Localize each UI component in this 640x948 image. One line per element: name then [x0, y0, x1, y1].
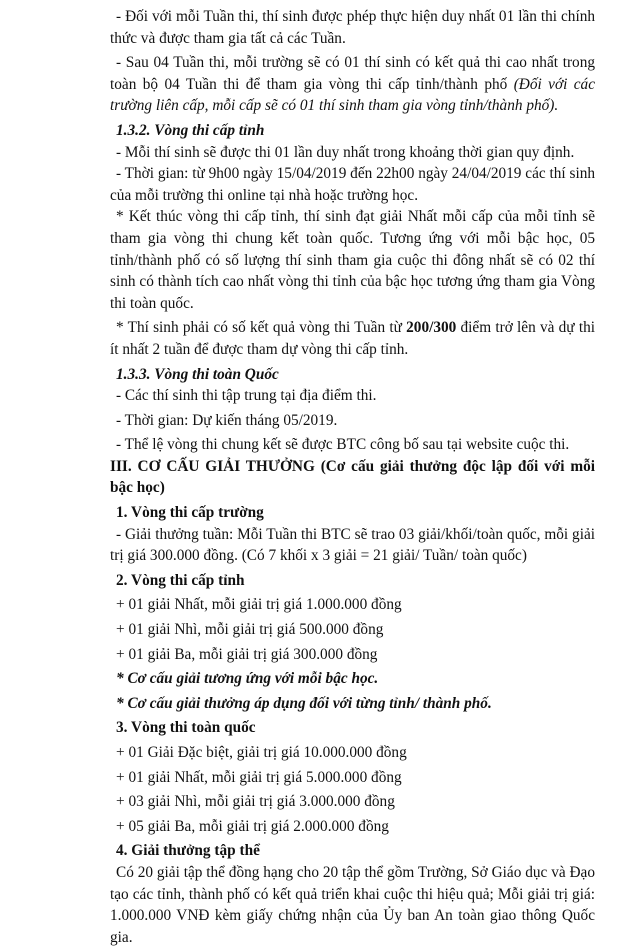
- subheading-national-round: 1.3.3. Vòng thi toàn Quốc: [116, 365, 279, 383]
- prize-item: + 03 giải Nhì, mỗi giải trị giá 3.000.000 đồng: [116, 793, 395, 811]
- prize-item: + 01 giải Nhì, mỗi giải trị giá 500.000 đồng: [116, 621, 384, 639]
- paragraph-weekly-rule: - Đối với mỗi Tuần thi, thí sinh được phép thực hiện duy nhất 01 lần thi chính thức và được tham gia tất cả các Tuần.: [110, 8, 595, 47]
- heading-national-prizes: 3. Vòng thi toàn quốc: [116, 719, 256, 737]
- note-item: * Cơ cấu giải tương ứng với mỗi bậc học.: [116, 670, 379, 688]
- heading-school-round: 1. Vòng thi cấp trường: [116, 504, 264, 522]
- paragraph-provincial-result: * Kết thúc vòng thi cấp tỉnh, thí sinh đạt giải Nhất mỗi cấp của mỗi tỉnh sẽ tham gia vòng thi chung kết toàn quốc. Tương ứng với mỗi bậc học, 05 tỉnh/thành phố có số lượng thí sinh tham gia cuộc thi đông nhất sẽ có 02 thí sinh có thành tích cao nhất vòng thi tỉnh của bậc học tương ứng tham gia Vòng thi toàn quốc.: [110, 208, 595, 312]
- prize-item: + 01 giải Ba, mỗi giải trị giá 300.000 đồng: [116, 645, 378, 663]
- paragraph-text: điểm trở lên và dự thi ít nhất 2 tuần để được tham dự vòng thi cấp tỉnh.: [110, 319, 595, 358]
- prize-item: + 01 Giải Đặc biệt, giải trị giá 10.000.000 đồng: [116, 744, 407, 761]
- list-item: - Thể lệ vòng thi chung kết sẽ được BTC công bố sau tại website cuộc thi.: [116, 436, 570, 454]
- subheading-provincial-round: 1.3.2. Vòng thi cấp tỉnh: [116, 121, 265, 139]
- prize-item: + 01 giải Nhất, mỗi giải trị giá 1.000.000 đồng: [116, 596, 402, 614]
- section-heading-prizes: III. CƠ CẤU GIẢI THƯỞNG (Cơ cấu giải thưởng độc lập đối với mỗi bậc học): [110, 457, 595, 497]
- paragraph-time: - Thời gian: từ 9h00 ngày 15/04/2019 đến 22h00 ngày 24/04/2019 các thí sinh của mỗi trường thi online tại nhà hoặc trường học.: [110, 165, 595, 204]
- bold-score: 200/300: [406, 319, 457, 337]
- prize-item: + 01 giải Nhất, mỗi giải trị giá 5.000.000 đồng: [116, 768, 402, 786]
- heading-group-prizes: 4. Giải thưởng tập thể: [116, 842, 260, 860]
- heading-provincial-prizes: 2. Vòng thi cấp tỉnh: [116, 571, 245, 589]
- paragraph-score-requirement: [110, 317, 595, 360]
- list-item: - Các thí sinh thi tập trung tại địa điểm thi.: [116, 387, 377, 405]
- italic-note: (Đối với các trường liên cấp, mỗi cấp sẽ có 01 thí sinh tham gia vòng tỉnh/thành phố).: [110, 75, 595, 115]
- paragraph-one-attempt: - Mỗi thí sinh sẽ được thi 01 lần duy nhất trong khoảng thời gian quy định.: [116, 143, 575, 161]
- note-item: * Cơ cấu giải thưởng áp dụng đối với từng tỉnh/ thành phố.: [116, 694, 492, 712]
- list-item: - Thời gian: Dự kiến tháng 05/2019.: [116, 411, 338, 429]
- prize-item: + 05 giải Ba, mỗi giải trị giá 2.000.000 đồng: [116, 817, 389, 835]
- paragraph-weekly-prize: - Giải thưởng tuần: Mỗi Tuần thi BTC sẽ trao 03 giải/khối/toàn quốc, mỗi giải trị giá 300.000 đồng. (Có 7 khối x 3 giải = 21 giải/ Tuần/ toàn quốc): [110, 525, 595, 565]
- paragraph-group-prizes: Có 20 giải tập thể đồng hạng cho 20 tập thể gồm Trường, Sở Giáo dục và Đạo tạo các tỉnh, thành phố có kết quả triển khai cuộc thi hiệu quả; Mỗi giải trị giá: 1.000.000 VNĐ kèm giấy chứng nhận của Ủy ban An toàn giao thông Quốc gia.: [110, 863, 595, 946]
- paragraph-text: - Sau 04 Tuần thi, mỗi trường sẽ có 01 thí sinh có kết quả thi cao nhất trong toàn bộ 04 Tuần thi để tham gia vòng thi cấp tỉnh/thành phố: [110, 54, 595, 93]
- paragraph-after-weeks: [110, 52, 595, 117]
- paragraph-text: * Thí sinh phải có số kết quả vòng thi Tuần từ: [116, 319, 407, 337]
